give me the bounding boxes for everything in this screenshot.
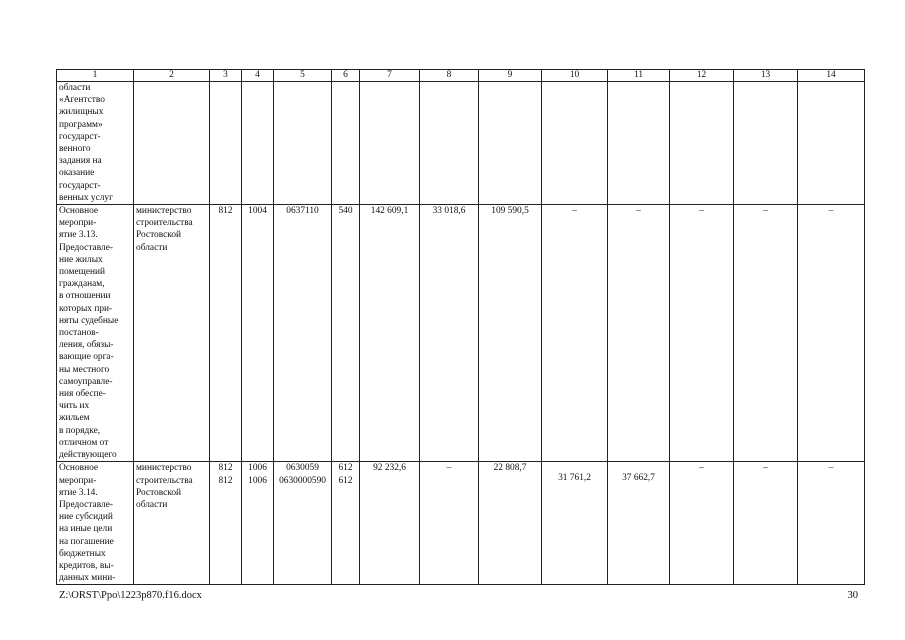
year-cell: –	[798, 205, 865, 462]
column-number: 12	[670, 70, 734, 82]
year-cell	[542, 82, 608, 205]
table-row	[57, 462, 865, 585]
grbs-cell: 812	[210, 205, 242, 462]
column-number: 3	[210, 70, 242, 82]
vr-cell: 540	[332, 205, 360, 462]
column-number: 11	[608, 70, 670, 82]
column-number: 5	[274, 70, 332, 82]
total-cell: 142 609,1	[360, 205, 420, 462]
grbs-cell	[210, 82, 242, 205]
total-cell	[360, 82, 420, 205]
rzpr-cell	[242, 82, 274, 205]
table-row	[57, 205, 865, 462]
column-number: 14	[798, 70, 865, 82]
year-cell: –	[670, 205, 734, 462]
year-cell: 33 018,6	[420, 205, 479, 462]
executor-cell: министерство строительства Ростовской области	[134, 205, 210, 462]
page-number: 30	[847, 590, 858, 601]
csr-cell: 0637110	[274, 205, 332, 462]
year-cell: –	[420, 462, 479, 585]
total-cell: 92 232,6	[360, 462, 420, 585]
column-number: 1	[57, 70, 134, 82]
year-cell: 22 808,7	[479, 462, 542, 585]
year-cell: 37 662,7	[608, 462, 670, 585]
activity-name-cell: области «Агентство жилищных программ» государст- венного задания на оказание государст- венных услуг	[57, 82, 134, 205]
year-cell	[798, 82, 865, 205]
rzpr-cell: 1006 1006	[242, 462, 274, 585]
table-row	[57, 82, 865, 205]
rzpr-cell: 1004	[242, 205, 274, 462]
column-number: 13	[734, 70, 798, 82]
column-number: 7	[360, 70, 420, 82]
vr-cell: 612 612	[332, 462, 360, 585]
year-cell: –	[798, 462, 865, 585]
year-cell: –	[734, 462, 798, 585]
year-cell	[734, 82, 798, 205]
column-number-row	[57, 70, 865, 82]
executor-cell	[134, 82, 210, 205]
column-number: 2	[134, 70, 210, 82]
activity-name-cell: Основное меропри- ятие 3.13. Предоставле- ние жилых помещений гражданам, в отношении которых при- няты судебные постанов- ления, обязы- вающие орга- ны местного самоуправле- ния обеспе- чить их жильем в порядке, отличном от действующего	[57, 205, 134, 462]
activity-name-cell: Основное меропри- ятие 3.14. Предоставле- ние субсидий на иные цели на погашение бюджетных кредитов, вы- данных мини-	[57, 462, 134, 585]
year-cell: –	[670, 462, 734, 585]
year-cell	[420, 82, 479, 205]
year-cell: 109 590,5	[479, 205, 542, 462]
csr-cell: 0630059 0630000590	[274, 462, 332, 585]
year-cell	[608, 82, 670, 205]
column-number: 8	[420, 70, 479, 82]
csr-cell	[274, 82, 332, 205]
year-cell: –	[542, 205, 608, 462]
column-number: 9	[479, 70, 542, 82]
year-cell: –	[608, 205, 670, 462]
budget-table	[56, 69, 865, 585]
column-number: 6	[332, 70, 360, 82]
vr-cell	[332, 82, 360, 205]
year-cell	[479, 82, 542, 205]
executor-cell: министерство строительства Ростовской области	[134, 462, 210, 585]
year-cell: 31 761,2	[542, 462, 608, 585]
year-cell: –	[734, 205, 798, 462]
grbs-cell: 812 812	[210, 462, 242, 585]
year-cell	[670, 82, 734, 205]
column-number: 4	[242, 70, 274, 82]
column-number: 10	[542, 70, 608, 82]
footer-file-path: Z:\ORST\Ppo\1223p870.f16.docx	[59, 590, 202, 601]
